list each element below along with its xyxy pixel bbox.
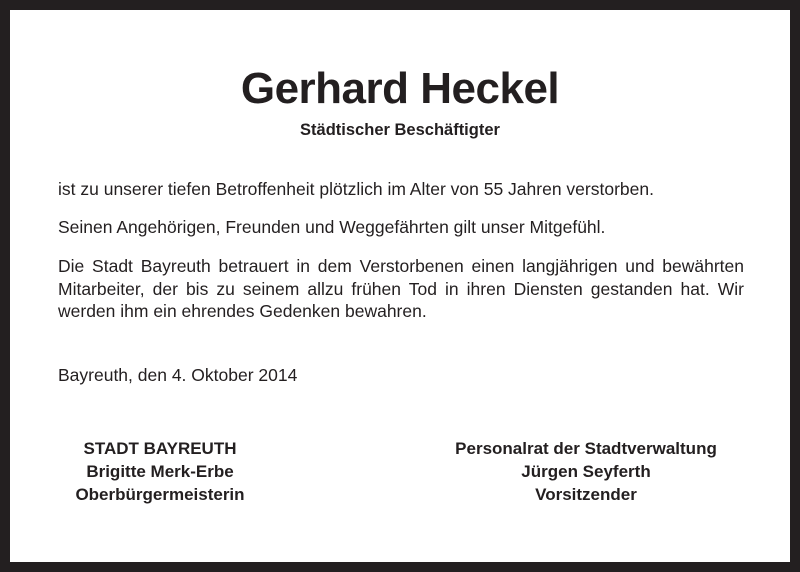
- signature-staff-council: [416, 437, 756, 506]
- signature-title: Oberbürgermeisterin: [75, 485, 245, 504]
- paragraph-tribute: Die Stadt Bayreuth betrauert in dem Verstorbenen einen langjährigen und bewährten Mitarbeiter, der bis zu seinem allzu frühen Tod in ihren Diensten gestanden hat. Wir werden ihm ein ehrendes Gedenken bewahren.: [58, 256, 744, 321]
- signature-org: Personalrat der Stadtverwaltung: [455, 439, 717, 458]
- signature-org: STADT BAYREUTH: [83, 439, 237, 458]
- signature-city: [40, 437, 280, 506]
- deceased-name: Gerhard Heckel: [240, 64, 560, 113]
- signature-person: Jürgen Seyferth: [521, 462, 651, 481]
- signature-title: Vorsitzender: [535, 485, 637, 504]
- paragraph-announcement: ist zu unserer tiefen Betroffenheit plötzlich im Alter von 55 Jahren verstorben.: [58, 179, 654, 199]
- signature-person: Brigitte Merk-Erbe: [86, 462, 234, 481]
- place-date: Bayreuth, den 4. Oktober 2014: [58, 365, 298, 385]
- deceased-role: Städtischer Beschäftigter: [300, 121, 500, 139]
- paragraph-condolence: Seinen Angehörigen, Freunden und Weggefährten gilt unser Mitgefühl.: [58, 217, 606, 237]
